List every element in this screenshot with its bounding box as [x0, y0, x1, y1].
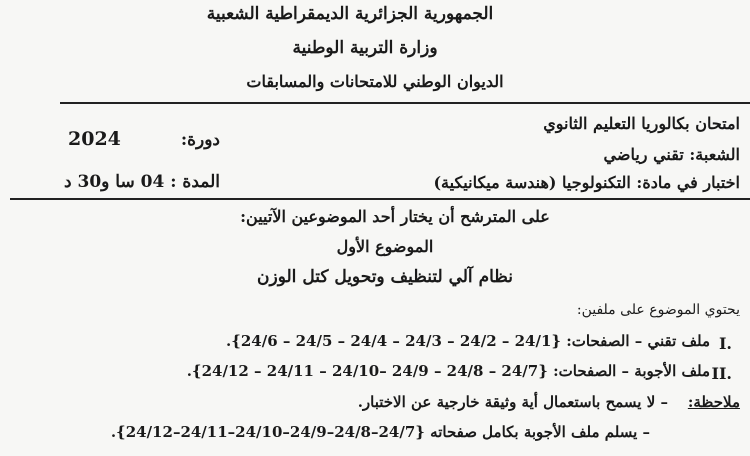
note-text: – لا يسمح باستعمال أية وثيقة خارجية عن الاختبار. [357, 393, 668, 411]
session-year: 2024 [68, 128, 121, 150]
exam-title: امتحان بكالوريا التعليم الثانوي [543, 114, 740, 133]
files-intro: يحتوي الموضوع على ملفين: [576, 302, 740, 318]
file1-number: I. [718, 334, 732, 353]
session-label: دورة: [180, 130, 220, 150]
topic-heading: الموضوع الأول [336, 237, 434, 256]
note-label: ملاحظة: [687, 393, 740, 411]
header-divider [60, 102, 750, 104]
ministry-title: وزارة التربية الوطنية [292, 38, 438, 58]
info-divider [10, 198, 750, 200]
choose-instruction: على المترشح أن يختار أحد الموضوعين الآتيين: [240, 207, 550, 226]
office-title: الديوان الوطني للامتحانات والمسابقات [246, 72, 504, 91]
topic-title: نظام آلي لتنظيف وتحويل كتل الوزن [257, 267, 513, 287]
file2-description: ملف الأجوبة – الصفحات: {24/7 – 24/8 – 24/9 –24/10 – 24/11 – 24/12}. [186, 362, 710, 380]
republic-title: الجمهورية الجزائرية الديمقراطية الشعبية [206, 4, 494, 24]
duration: المدة : 04 سا و30 د [63, 172, 220, 192]
file2-number: II. [711, 364, 732, 383]
subject: اختبار في مادة: التكنولوجيا (هندسة ميكانيكية) [433, 173, 740, 192]
submit-note: – يسلم ملف الأجوبة بكامل صفحاته {24/7–24/8–24/9–24/10–24/11–24/12}. [110, 423, 650, 441]
file1-description: ملف تقني – الصفحات: {24/1 – 24/2 – 24/3 – 24/4 – 24/5 – 24/6}. [225, 332, 710, 350]
branch: الشعبة: تقني رياضي [603, 145, 740, 164]
